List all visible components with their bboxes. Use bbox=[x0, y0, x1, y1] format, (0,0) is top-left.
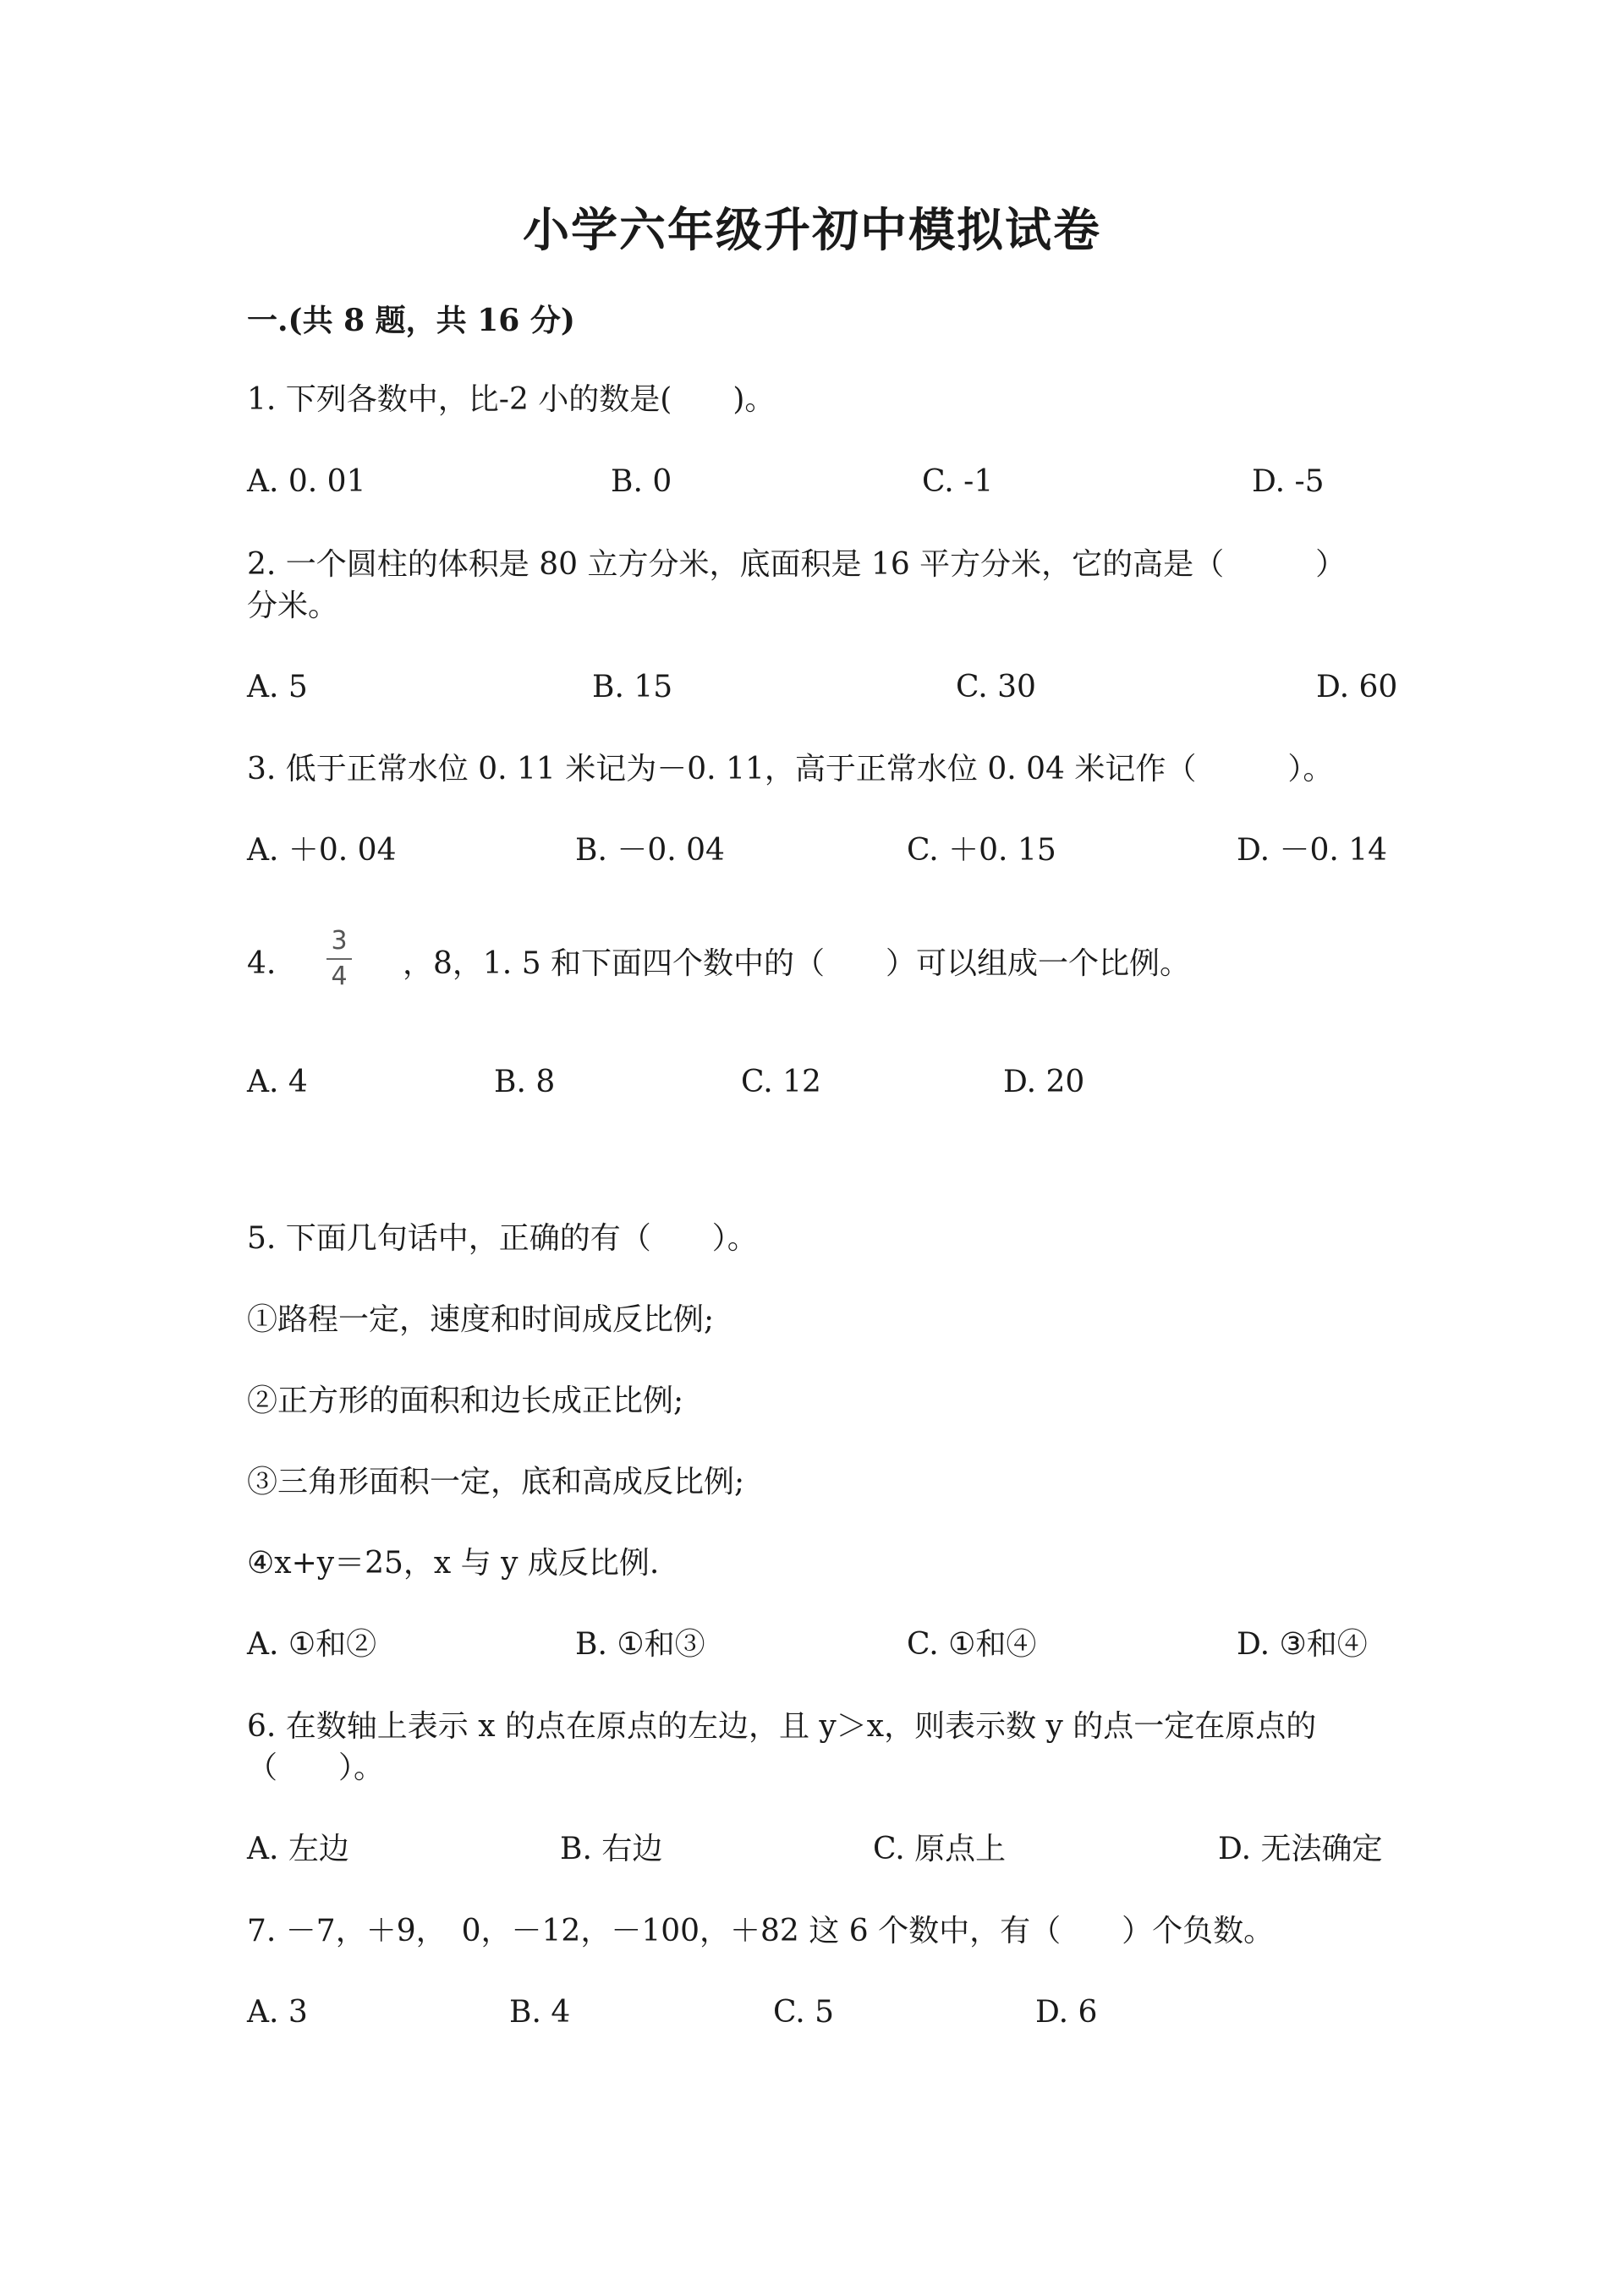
question-3-option-d: D. －0. 14 bbox=[1237, 833, 1388, 868]
question-1-stem: 1. 下列各数中，比-2 小的数是( )。 bbox=[247, 382, 776, 417]
question-7-option-c: C. 5 bbox=[773, 1995, 835, 2030]
question-2-stem-line-2: 分米。 bbox=[247, 589, 339, 623]
section-heading: 一.(共 8 题，共 16 分) bbox=[247, 303, 575, 338]
question-5-option-d: D. ③和④ bbox=[1237, 1627, 1368, 1662]
question-1-option-a: A. 0. 01 bbox=[247, 464, 366, 499]
question-6-option-c: C. 原点上 bbox=[873, 1832, 1007, 1866]
question-1-option-d: D. -5 bbox=[1252, 464, 1325, 499]
question-1-option-b: B. 0 bbox=[611, 464, 672, 499]
question-5-statement-4: ④x+y＝25，x 与 y 成反比例. bbox=[247, 1546, 660, 1581]
question-5-stem: 5. 下面几句话中，正确的有（ ）。 bbox=[247, 1221, 758, 1256]
question-3-stem: 3. 低于正常水位 0. 11 米记为－0. 11，高于正常水位 0. 04 米记作（ ）。 bbox=[247, 752, 1334, 786]
question-5-option-c: C. ①和④ bbox=[907, 1627, 1037, 1662]
question-7-option-d: D. 6 bbox=[1035, 1995, 1098, 2030]
question-6-stem-line-1: 6. 在数轴上表示 x 的点在原点的左边，且 y＞x，则表示数 y 的点一定在原点的 bbox=[247, 1709, 1317, 1744]
question-2-option-b: B. 15 bbox=[592, 670, 673, 704]
question-2-stem-line-1: 2. 一个圆柱的体积是 80 立方分米，底面积是 16 平方分米，它的高是（ ） bbox=[247, 547, 1347, 582]
question-7-option-a: A. 3 bbox=[247, 1995, 308, 2030]
fraction-denominator: 4 bbox=[331, 962, 348, 991]
page-title: 小学六年级升初中模拟试卷 bbox=[522, 202, 1101, 257]
question-2-option-a: A. 5 bbox=[247, 670, 308, 704]
question-4-option-b: B. 8 bbox=[494, 1065, 556, 1099]
question-1-option-c: C. -1 bbox=[922, 464, 994, 499]
question-4-option-d: D. 20 bbox=[1003, 1065, 1085, 1099]
question-6-stem-line-2: （ ）。 bbox=[247, 1751, 385, 1785]
fraction-numerator: 3 bbox=[331, 926, 348, 956]
fraction-three-quarters bbox=[326, 927, 352, 991]
question-6-option-d: D. 无法确定 bbox=[1218, 1832, 1383, 1866]
question-5-statement-3: ③三角形面积一定，底和高成反比例; bbox=[247, 1465, 745, 1499]
question-3-option-c: C. ＋0. 15 bbox=[907, 833, 1056, 868]
question-4-number: 4. bbox=[247, 946, 277, 981]
question-7-stem: 7. －7，＋9， 0，－12，－100，＋82 这 6 个数中，有（ ）个负数。 bbox=[247, 1914, 1275, 1948]
question-4-option-a: A. 4 bbox=[247, 1065, 308, 1099]
question-3-option-b: B. －0. 04 bbox=[575, 833, 725, 868]
question-5-option-b: B. ①和③ bbox=[575, 1627, 705, 1662]
question-6-option-b: B. 右边 bbox=[560, 1832, 663, 1866]
question-5-statement-1: ①路程一定，速度和时间成反比例; bbox=[247, 1302, 715, 1337]
question-4-stem: ，8，1. 5 和下面四个数中的（ ）可以组成一个比例。 bbox=[403, 946, 1191, 981]
question-6-option-a: A. 左边 bbox=[247, 1832, 349, 1866]
question-5-statement-2: ②正方形的面积和边长成正比例; bbox=[247, 1384, 684, 1418]
question-5-option-a: A. ①和② bbox=[247, 1627, 377, 1662]
question-2-option-c: C. 30 bbox=[956, 670, 1036, 704]
question-4-option-c: C. 12 bbox=[741, 1065, 821, 1099]
question-2-option-d: D. 60 bbox=[1316, 670, 1398, 704]
fraction-bar bbox=[326, 958, 352, 960]
question-3-option-a: A. ＋0. 04 bbox=[247, 833, 397, 868]
question-7-option-b: B. 4 bbox=[509, 1995, 571, 2030]
